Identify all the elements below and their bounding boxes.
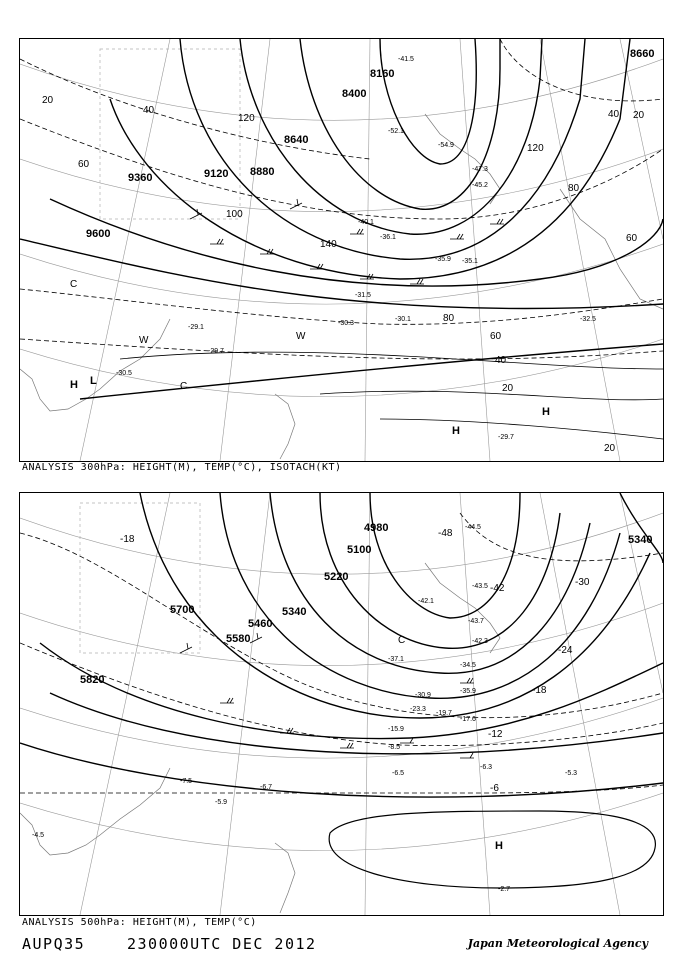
temp-label: -35.9 xyxy=(460,688,476,695)
warm-center: W xyxy=(296,331,306,342)
isotach-label: 60 xyxy=(490,331,502,342)
isotachs-300 xyxy=(120,352,663,439)
temp-label: -8.5 xyxy=(388,744,401,751)
temp-label: -30.1 xyxy=(395,316,411,323)
temp-label: -6.3 xyxy=(480,764,493,771)
height-label-9360: 9360 xyxy=(128,172,153,184)
agency-credit: Japan Meteorological Agency xyxy=(467,937,648,950)
temp-label: -23.3 xyxy=(410,706,426,713)
temp-label: -29.7 xyxy=(208,348,224,355)
temp-label: -19.7 xyxy=(436,710,452,717)
isotach-label: 140 xyxy=(320,239,337,250)
temp-label: -4.5 xyxy=(32,832,45,839)
temp-label: -37.1 xyxy=(388,656,404,663)
height-label-5460: 5460 xyxy=(248,618,273,630)
temp-label: -43.7 xyxy=(468,618,484,625)
isotach-label: 40 xyxy=(608,109,620,120)
temp-label: -5.9 xyxy=(215,799,228,806)
temp-label: -15.9 xyxy=(388,726,404,733)
cold-center: C xyxy=(398,635,406,646)
height-label-5340: 5340 xyxy=(282,606,307,618)
valid-time: 230000UTC DEC 2012 xyxy=(127,935,317,953)
height-label-8400: 8400 xyxy=(342,88,367,100)
high-pressure-center: H xyxy=(495,840,503,852)
temp-label: -32.5 xyxy=(580,316,596,323)
isotach-label: 100 xyxy=(226,209,243,220)
isotherm-label: -48 xyxy=(438,528,453,539)
isotach-label: 120 xyxy=(527,143,544,154)
isotach-label: 20 xyxy=(633,110,645,121)
temp-label: -40.1 xyxy=(358,219,374,226)
height-label-5700: 5700 xyxy=(170,604,195,616)
temp-label: -6.5 xyxy=(392,770,405,777)
isotach-label: 20 xyxy=(604,443,616,454)
temp-label: -42.3 xyxy=(472,638,488,645)
map-300hpa xyxy=(20,39,663,461)
temp-label: -41.5 xyxy=(398,56,414,63)
isotherm-label: -30 xyxy=(575,577,590,588)
height-label-5820: 5820 xyxy=(80,674,105,686)
height-label-8880: 8880 xyxy=(250,166,275,178)
height-label-9120: 9120 xyxy=(204,168,229,180)
temp-label: -30.5 xyxy=(116,370,132,377)
height-label-5580: 5580 xyxy=(226,633,251,645)
coastline-500 xyxy=(20,503,500,913)
temp-label: -5.3 xyxy=(565,770,578,777)
cold-center: C xyxy=(70,279,78,290)
caption-500hpa: ANALYSIS 500hPa: HEIGHT(M), TEMP(°C) xyxy=(22,917,257,928)
temp-label: -2.7 xyxy=(498,886,511,893)
isotach-label: 60 xyxy=(626,233,638,244)
chart-panel-500hpa xyxy=(19,492,664,916)
high-pressure-center: H xyxy=(542,406,550,418)
cold-center: C xyxy=(180,381,188,392)
temp-label: -30.9 xyxy=(415,692,431,699)
isotherm-label: -12 xyxy=(488,729,503,740)
isotach-label: 60 xyxy=(78,159,90,170)
temp-label: -44.5 xyxy=(465,524,481,531)
graticule-500 xyxy=(20,493,663,915)
isotach-label: 20 xyxy=(502,383,514,394)
temp-label: -7.5 xyxy=(180,778,193,785)
isotach-label: 80 xyxy=(568,183,580,194)
height-label-4980: 4980 xyxy=(364,522,389,534)
temp-label: -31.5 xyxy=(355,292,371,299)
isotherm-label: -18 xyxy=(532,685,547,696)
isotach-label: 40 xyxy=(143,105,155,116)
temp-label: -35.9 xyxy=(435,256,451,263)
height-label-5340: 5340 xyxy=(628,534,653,546)
height-label-8640: 8640 xyxy=(284,134,309,146)
temp-label: -52.1 xyxy=(388,128,404,135)
chart-id: AUPQ35 xyxy=(22,935,86,953)
isotherm-label: -24 xyxy=(558,645,573,656)
temp-label: -35.1 xyxy=(462,258,478,265)
temp-label: -47.3 xyxy=(472,166,488,173)
height-label-9600: 9600 xyxy=(86,228,111,240)
height-label-8660: 8660 xyxy=(630,48,655,60)
height-label-5100: 5100 xyxy=(347,544,372,556)
isotach-label: 120 xyxy=(238,113,255,124)
map-500hpa xyxy=(20,493,663,915)
temp-label: -30.3 xyxy=(338,320,354,327)
temp-label: -34.5 xyxy=(460,662,476,669)
isotherm-label: -6 xyxy=(490,783,499,794)
chart-panel-300hpa xyxy=(19,38,664,462)
high-pressure-center: H xyxy=(70,379,78,391)
warm-center: W xyxy=(139,335,149,346)
height-label-5220: 5220 xyxy=(324,571,349,583)
isotherm-label: -18 xyxy=(120,534,135,545)
caption-300hpa: ANALYSIS 300hPa: HEIGHT(M), TEMP(°C), ISOTACH(KT) xyxy=(22,462,342,473)
temp-label: -42.1 xyxy=(418,598,434,605)
temp-label: -54.9 xyxy=(438,142,454,149)
isotach-label: 80 xyxy=(443,313,455,324)
isotach-label: 20 xyxy=(42,95,54,106)
temp-label: -45.2 xyxy=(472,182,488,189)
temp-label: -6.7 xyxy=(260,784,273,791)
isotach-label: 40 xyxy=(495,355,507,366)
high-pressure-center: H xyxy=(452,425,460,437)
temp-label: -43.5 xyxy=(472,583,488,590)
isotherm-label: -42 xyxy=(490,583,505,594)
temp-label: -29.7 xyxy=(498,434,514,441)
temp-label: -29.1 xyxy=(188,324,204,331)
height-label-8160: 8160 xyxy=(370,68,395,80)
temp-label: -36.1 xyxy=(380,234,396,241)
low-pressure-center: L xyxy=(90,375,97,387)
temp-label: -17.6 xyxy=(460,716,476,723)
